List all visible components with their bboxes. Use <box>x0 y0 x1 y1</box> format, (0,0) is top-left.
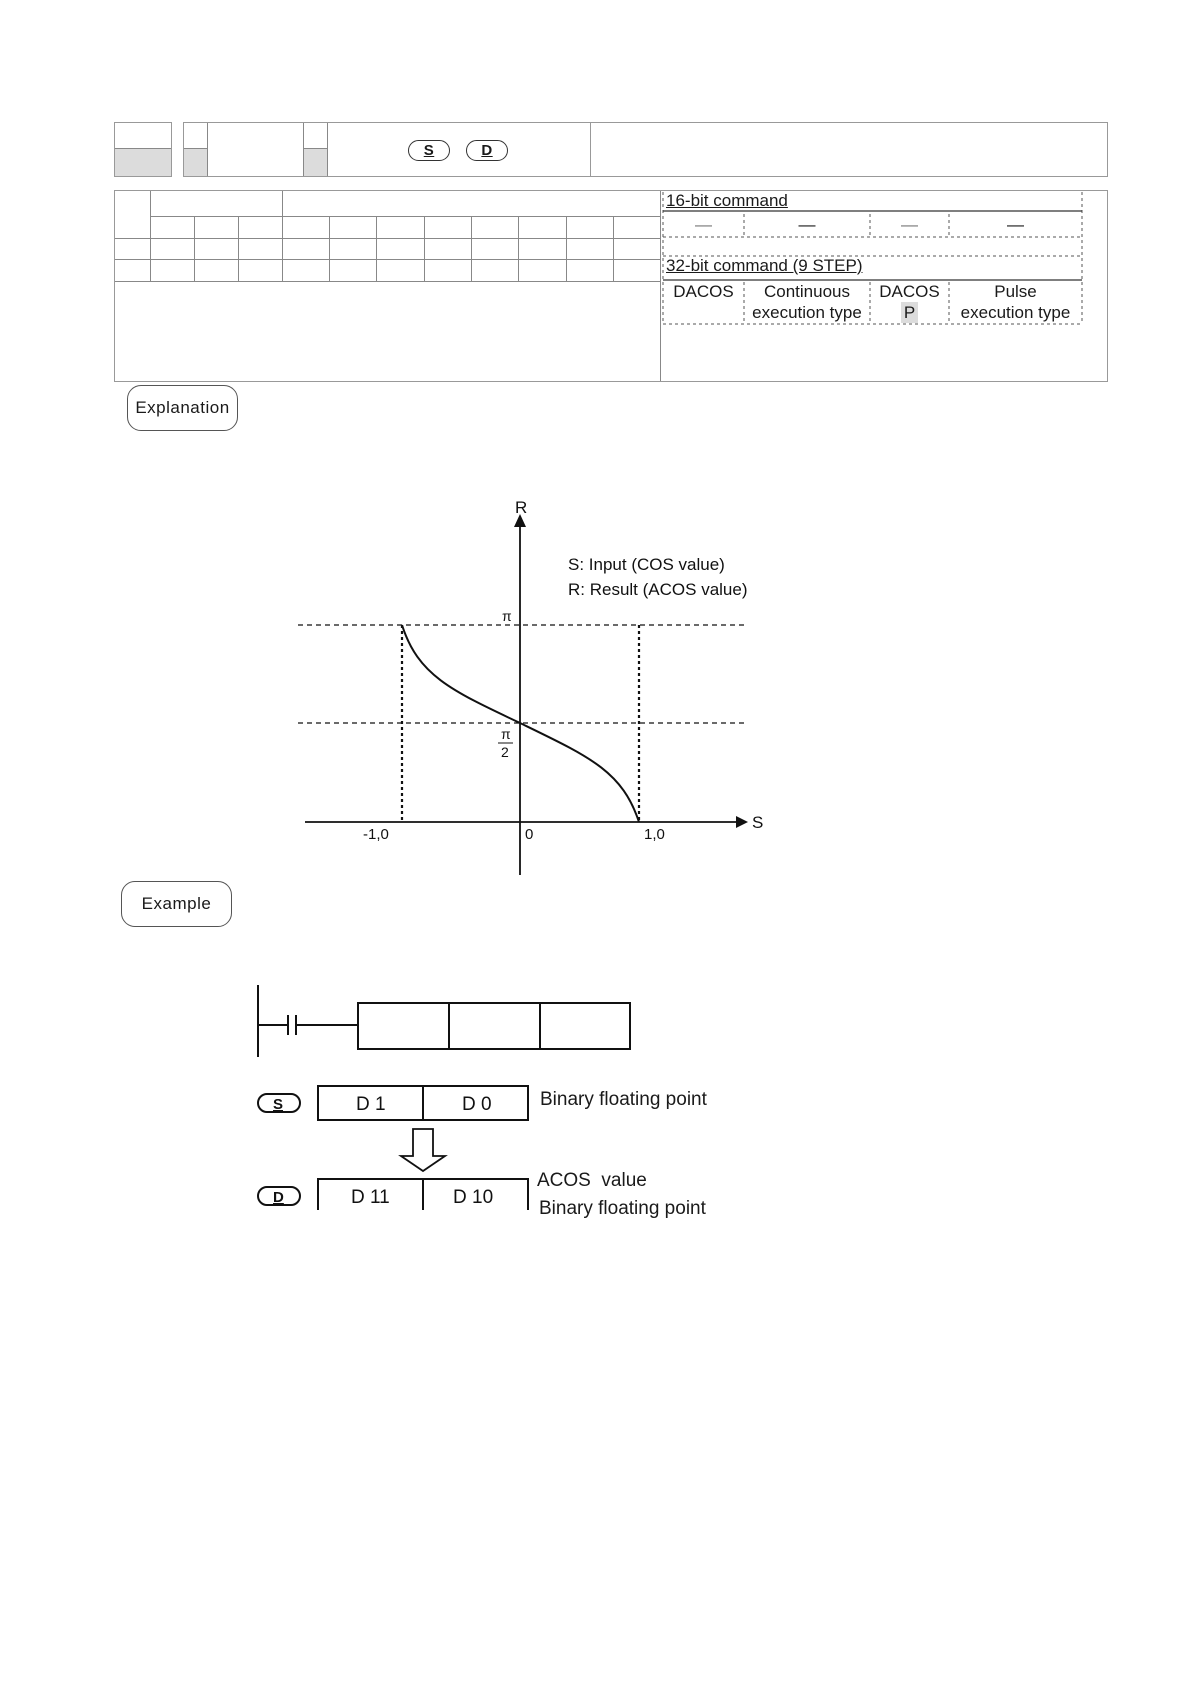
half-pi-numerator: π <box>501 726 511 742</box>
grid-v-1 <box>282 191 283 281</box>
grid-v-7 <box>471 216 472 281</box>
bit32-cell-2-line2: execution type <box>752 303 862 322</box>
bit16-cell-3: — <box>901 215 918 234</box>
bit32-cell-4-line2: execution type <box>960 303 1071 322</box>
grid-h-4 <box>115 281 660 282</box>
grid-v-6 <box>424 216 425 281</box>
d-prefix-shade <box>184 148 207 176</box>
example-label: Example <box>141 894 212 913</box>
d-high-register: D 11 <box>351 1187 390 1208</box>
p-suffix-shade <box>304 148 327 176</box>
y-axis-label: R <box>515 498 528 517</box>
tick-neg-one: -1,0 <box>363 826 389 843</box>
bit16-cell-4: — <box>1007 215 1024 234</box>
bit32-cell-1 <box>663 281 744 302</box>
d-operand-label: D <box>273 1189 284 1206</box>
grid-h-1 <box>150 216 660 217</box>
acos-graph <box>290 495 780 880</box>
bit32-title: 32-bit command (9 STEP) <box>666 256 863 275</box>
s-operand-label: S <box>273 1096 284 1113</box>
half-pi-denominator: 2 <box>501 744 509 760</box>
legend-r: R: Result (ACOS value) <box>568 580 748 599</box>
grid-h-3 <box>115 259 660 260</box>
grid-v-5 <box>376 216 377 281</box>
grid-v-2 <box>194 216 195 281</box>
grid-v-0 <box>150 191 151 281</box>
mnemonic-cell <box>183 122 591 177</box>
x-axis-label: S <box>752 813 764 832</box>
p-suffix-divider <box>304 148 327 149</box>
example-badge <box>121 881 232 927</box>
tick-pos-one: 1,0 <box>644 826 665 843</box>
x-axis-arrow <box>736 816 748 828</box>
operand-d-text: D <box>481 142 493 159</box>
grid-v-4 <box>329 216 330 281</box>
mnemonic-divider-c <box>327 123 328 176</box>
grid-v-10 <box>613 216 614 281</box>
bit16-cell-1: — <box>695 215 712 234</box>
d-prefix-divider <box>184 148 207 149</box>
instruction-box <box>358 1003 630 1049</box>
grid-h-2 <box>115 238 660 239</box>
tick-zero: 0 <box>525 826 534 843</box>
bit32-cell-2-line1: Continuous <box>763 282 850 301</box>
bit32-cell-3 <box>870 281 949 323</box>
operand-s-text: S <box>423 142 435 159</box>
pi-label: π <box>502 608 512 624</box>
bit32-cell-4 <box>949 281 1082 323</box>
s-high-register: D 1 <box>356 1094 386 1115</box>
bit32-cell-2 <box>744 281 870 323</box>
grid-v-9 <box>566 216 567 281</box>
explanation-badge <box>127 385 238 431</box>
legend-s: S: Input (COS value) <box>568 555 725 574</box>
bit32-cell-3-line1: DACOS <box>879 282 940 301</box>
bit32-cell-3-line2: P <box>901 302 918 323</box>
s-description: Binary floating point <box>540 1089 707 1110</box>
grid-v-8 <box>518 216 519 281</box>
api-number-shade <box>115 148 171 176</box>
bit32-cell-4-line1: Pulse <box>994 282 1037 301</box>
s-low-register: D 0 <box>462 1094 492 1115</box>
function-cell <box>590 122 1108 177</box>
down-arrow-icon <box>401 1129 445 1171</box>
operand-d-badge <box>466 140 508 161</box>
bit16-cell-2: — <box>798 215 816 234</box>
mnemonic-divider-a <box>207 123 208 176</box>
d-description-line2: Binary floating point <box>539 1198 706 1219</box>
d-description-line1: ACOS value <box>537 1170 647 1191</box>
bit16-title: 16-bit command <box>666 191 788 210</box>
grid-v-3 <box>238 216 239 281</box>
operand-s-badge <box>408 140 450 161</box>
api-number-divider <box>115 148 171 149</box>
explanation-label: Explanation <box>135 398 230 417</box>
d-low-register: D 10 <box>453 1187 494 1208</box>
bit32-cell-1-line1: DACOS <box>673 282 734 301</box>
